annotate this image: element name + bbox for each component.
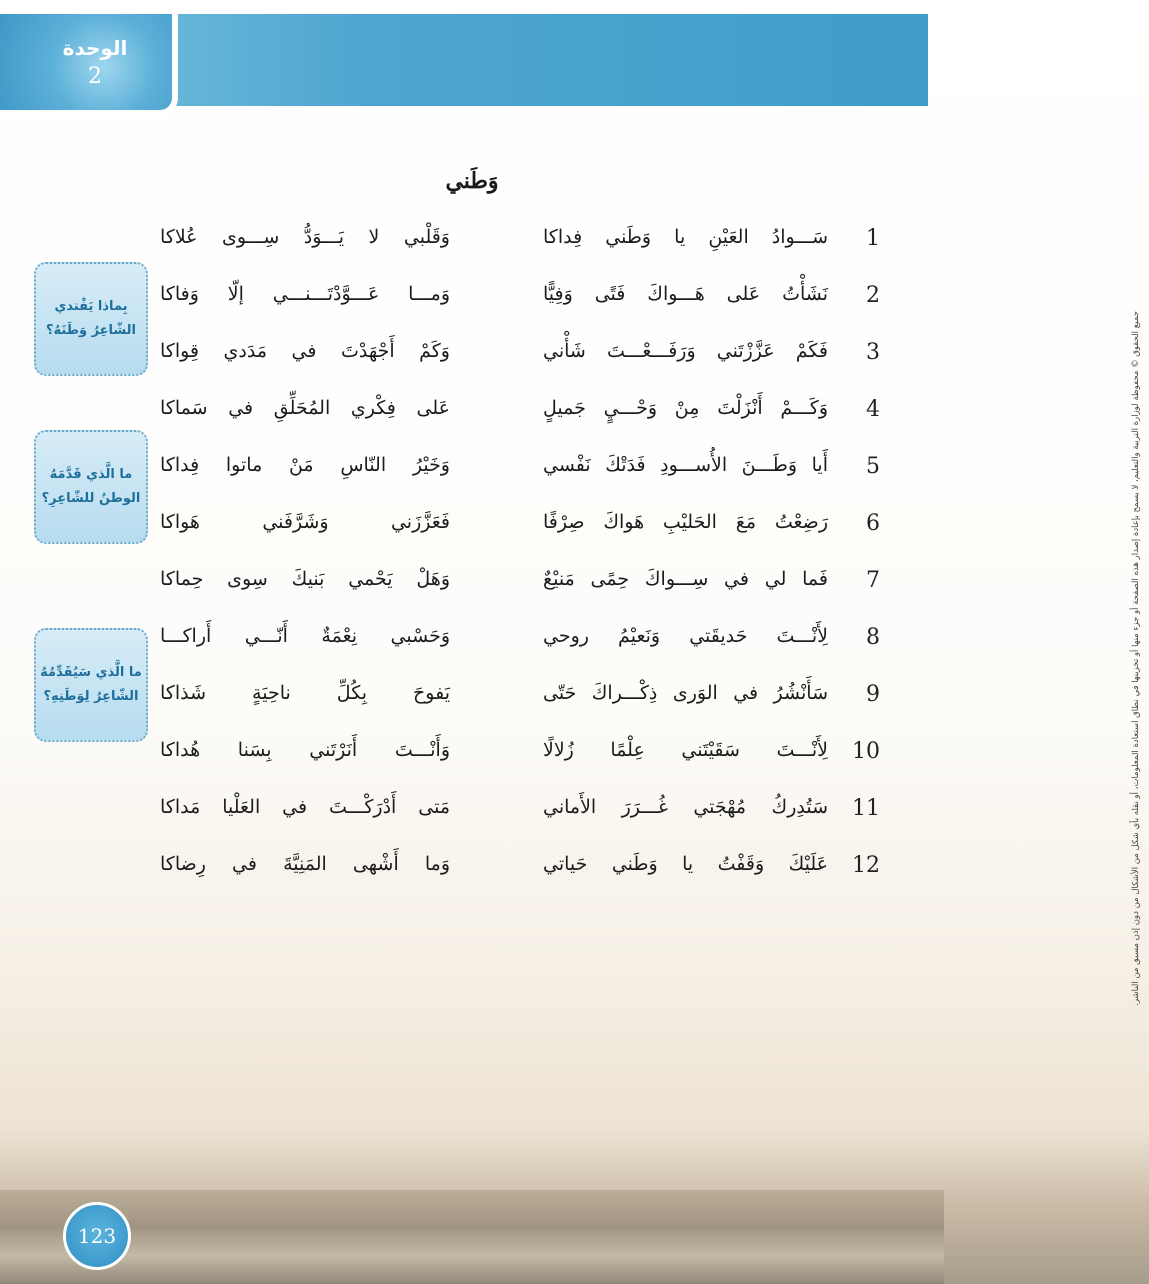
question-text: ما الَّذي سَيُقَدِّمُهُ الشّاعِرُ لِوَطَنِهِ؟ (40, 665, 142, 704)
shore-background (0, 1190, 944, 1284)
verse-second-hemistich: مَتى أَدْرَكْـــتَ في العَلْيا مَداكا (160, 796, 450, 818)
verse-number: 2 (866, 283, 880, 308)
verse-second-hemistich: عَلى فِكْري المُحَلِّقِ في سَماكا (160, 397, 450, 419)
verse-row (160, 393, 880, 450)
verse-row (160, 621, 880, 678)
question-text: ما الَّذي قَدَّمَهُ الوطنُ للشّاعِرِ؟ (41, 467, 141, 506)
verse-first-hemistich: عَلَيْكَ وَقَفْتُ يا وَطَني حَياتي (543, 853, 828, 875)
question-text: بِماذا يَفْتدي الشّاعِرُ وَطَنَهُ؟ (46, 299, 136, 338)
verse-first-hemistich: سَأَنْشُرُ في الوَرى ذِكْـــراكَ حَتّى (543, 682, 828, 704)
verse-second-hemistich: وَأَنْـــتَ أَنَرْتَني بِسَنا هُداكا (160, 739, 450, 761)
verse-first-hemistich: وَكَـــمْ أَنْزَلْتَ مِنْ وَحْـــيٍ جَميلٍ (543, 397, 828, 419)
question-box-1 (34, 262, 148, 376)
verse-second-hemistich: وَما أَشْهى المَنِيَّةَ في رِضاكا (160, 853, 450, 875)
verse-number: 7 (866, 568, 880, 593)
verse-row (160, 564, 880, 621)
verse-number: 11 (852, 796, 880, 821)
unit-tab (0, 14, 178, 116)
verse-second-hemistich: وَمـــا عَـــوَّدْتَـــنـــي إلّا وَفاكا (160, 283, 450, 305)
copyright-notice: جميع الحقوق © محفوظة لوزارة التربية والتعليم، لا يسمح بإعادة إصدار هذه الصفحة أو جزء منها أو تخزينها في نطاق استعادة المعلومات، أو نقله بأي شكل من الأشكال من دون إذن مسبق من الناشر. (1131, 311, 1141, 1006)
verse-number: 3 (866, 340, 880, 365)
verse-row (160, 336, 880, 393)
verse-first-hemistich: أَيا وَطَـــنَ الأُســـودِ فَدَتْكَ نَفْسي (543, 454, 828, 476)
verse-first-hemistich: فَكَمْ عَزَّزْتَني وَرَفَـــعْـــتَ شَأْني (543, 340, 828, 362)
verse-number: 6 (866, 511, 880, 536)
verse-row (160, 678, 880, 735)
verse-number: 8 (866, 625, 880, 650)
unit-number: 2 (88, 64, 102, 89)
verse-number: 9 (866, 682, 880, 707)
verse-row (160, 222, 880, 279)
verse-first-hemistich: سَـــوادُ العَيْنِ يا وَطَني فِداكا (543, 226, 828, 248)
verse-second-hemistich: وَكَمْ أَجْهَدْتَ في مَدَدي قِواكا (160, 340, 450, 362)
verse-row (160, 507, 880, 564)
verse-second-hemistich: وَخَيْرُ النّاسِ مَنْ ماتوا فِداكا (160, 454, 450, 476)
verse-first-hemistich: فَما لي في سِـــواكَ حِمًى مَنيْعٌ (543, 568, 828, 590)
verse-second-hemistich: وَقَلْبي لا يَـــوَدُّ سِـــوى عُلاكا (160, 226, 450, 248)
verse-second-hemistich: يَفوحَ بِكُلِّ ناحِيَةٍ شَذاكا (160, 682, 450, 704)
verse-number: 12 (852, 853, 880, 878)
verse-row (160, 792, 880, 849)
verse-number: 10 (852, 739, 880, 764)
question-box-2 (34, 430, 148, 544)
verse-number: 1 (866, 226, 880, 251)
verse-number: 4 (866, 397, 880, 422)
unit-label: الوحدة (62, 36, 128, 60)
verse-row (160, 279, 880, 336)
verse-row (160, 849, 880, 906)
verse-first-hemistich: لِأَنْـــتَ حَديقَتي وَنَعيْمُ روحي (543, 625, 828, 647)
poem-title: وَطَني (445, 168, 499, 194)
verse-second-hemistich: فَعَزَّزَني وَشَرَّفَني هَواكا (160, 511, 450, 533)
verse-first-hemistich: سَتُدِركُ مُهْجَتي غُـــرَرَ الأَماني (543, 796, 828, 818)
page-number-badge (56, 1198, 138, 1284)
verse-row (160, 735, 880, 792)
verse-first-hemistich: رَضِعْتُ مَعَ الحَليْبِ هَواكَ صِرْفًا (543, 511, 828, 533)
question-box-3 (34, 628, 148, 742)
verse-number: 5 (866, 454, 880, 479)
verse-second-hemistich: وَهَلْ يَحْمي بَنيكَ سِوى حِماكا (160, 568, 450, 590)
page-number: 123 (63, 1202, 131, 1270)
verse-row (160, 450, 880, 507)
poem-verses (160, 222, 880, 906)
verse-first-hemistich: لِأَنْـــتَ سَقَيْتَني عِلْمًا زُلالًا (543, 739, 828, 761)
verse-first-hemistich: نَشَأْتُ عَلى هَـــواكَ فَتًى وَفِيًّا (543, 283, 828, 305)
verse-second-hemistich: وَحَسْبي نِعْمَةٌ أَنّـــي أَراكـــا (160, 625, 450, 647)
